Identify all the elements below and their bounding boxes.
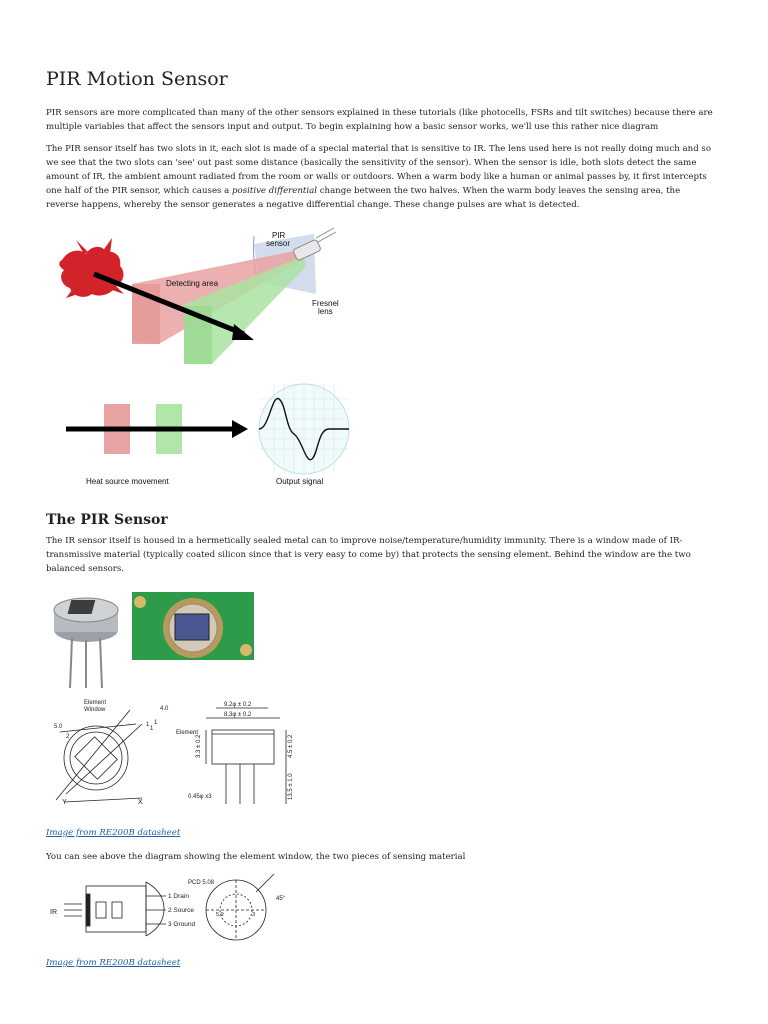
axis-y-label: Y: [62, 799, 67, 806]
see-above-paragraph: You can see above the diagram showing the element window, the two pieces of sensing material: [46, 852, 466, 862]
mechanical-drawing: [46, 694, 296, 814]
slots-text-b: change between the two halves. When the warm body leaves the sensing area, the reverse happens, whereby the sensor generates a negative differential change. These change pulses are what is detected.: [46, 186, 681, 210]
dim-13-5: 13.5 ± 1.0: [288, 773, 294, 800]
sensor-board-photo: [132, 592, 254, 660]
element-window-label-2: Window: [84, 707, 106, 713]
datasheet-link-2[interactable]: Image from RE200B datasheet: [46, 958, 181, 968]
dim-5-0: 5.0: [54, 724, 63, 730]
axis-x-label: X: [138, 799, 143, 806]
dim-3: 3: [252, 912, 256, 918]
ground-label: 3 Ground: [168, 921, 196, 928]
source-label: 2 Source: [168, 907, 195, 914]
output-signal-label: Output signal: [276, 477, 324, 486]
output-signal-scope: [259, 384, 349, 474]
ir-label: IR: [50, 909, 57, 916]
dim-pin: 0.45φ x3: [188, 794, 212, 800]
lens-label: lens: [318, 307, 333, 316]
dragon-icon: [59, 238, 124, 298]
pcd-label: PCD 5.08: [188, 880, 215, 886]
slots-text-a: The PIR sensor itself has two slots in it, each slot is made of a special material that is sensitive to IR. The lens used here is not really doing much and so we see that the two slots can 'see' out past some distance (basically the sensitivity of the sensor). When the sensor is idle, both slots detect the same amount of IR, the ambient amount radiated from the room or walls or outdoors. When a warm body like a human or animal passes by, it first intercepts one half of the PIR sensor, which causes a: [46, 144, 712, 196]
heat-source-label: Heat source movement: [86, 477, 169, 486]
slots-paragraph: [46, 142, 714, 212]
dim-9-2: 9.2φ ± 0.2: [224, 702, 252, 708]
pir-label: PIR: [272, 231, 286, 240]
dim-2: 2: [66, 734, 70, 740]
fresnel-label: Fresnel: [312, 299, 339, 308]
slots-emphasis: positive differential: [232, 186, 317, 196]
circuit-drawing: [46, 872, 296, 946]
sensor-paragraph: The IR sensor itself is housed in a hermetically sealed metal can to improve noise/temperature/humidity immunity. There is a window made of IR-transmissive material (typically coated silicon since that is very easy to come by) that protects the sensing element. Behind the window are the two balanced sensors.: [46, 536, 691, 574]
element-label: Element: [176, 730, 199, 736]
dim-4-0: 4.0: [160, 706, 169, 712]
dim-8-3: 8.3φ ± 0.2: [224, 712, 252, 718]
detecting-area-label: Detecting area: [166, 279, 219, 288]
angle-label: 45°: [276, 896, 286, 902]
dim-1b: 1: [150, 726, 154, 732]
dim-4-5: 4.5 ± 0.2: [288, 734, 294, 758]
sensor-label: sensor: [266, 239, 291, 248]
dim-1a: 1: [146, 722, 150, 728]
dim-1c: 1: [154, 720, 158, 726]
element-window-label: Element: [84, 700, 107, 706]
sensor-window: [175, 614, 209, 640]
datasheet-link-1[interactable]: Image from RE200B datasheet: [46, 828, 181, 838]
page-title: PIR Motion Sensor: [46, 68, 228, 90]
sensor-can-photo: [46, 590, 126, 690]
drain-label: 1 Drain: [168, 893, 189, 900]
pir-detection-diagram: [54, 224, 354, 494]
dim-3-3: 3.3 ± 0.2: [196, 734, 202, 758]
intro-paragraph: PIR sensors are more complicated than many of the other sensors explained in these tutorials (like photocells, FSRs and tilt switches) because there are multiple variables that affect the sensors input and output. To begin explaining how a basic sensor works, we'll use this rather nice diagram: [46, 108, 713, 132]
dim-5-9: 5.9: [216, 912, 224, 918]
section-title: The PIR Sensor: [46, 512, 168, 528]
